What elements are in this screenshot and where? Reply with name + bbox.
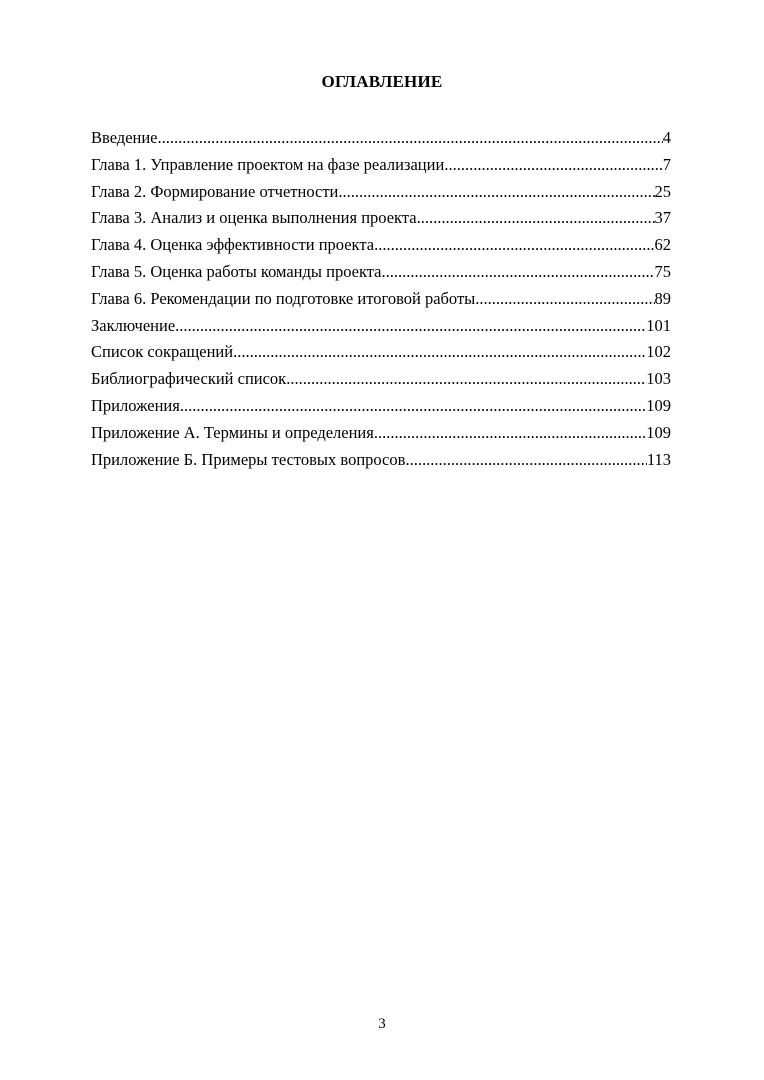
toc-entry[interactable] [91, 420, 671, 447]
toc-entry[interactable] [91, 447, 671, 474]
toc-entry-page: 113 [646, 449, 671, 469]
toc-entry-page: 7 [662, 154, 671, 174]
toc-entry[interactable] [91, 152, 671, 179]
toc-dot-leader [374, 232, 654, 259]
toc-entry-label: Введение [91, 128, 158, 147]
toc-list [91, 125, 671, 473]
toc-entry-page: 62 [654, 235, 671, 255]
toc-entry-page: 4 [662, 128, 671, 147]
toc-entry-page: 102 [646, 342, 671, 362]
toc-entry[interactable] [91, 339, 671, 366]
toc-entry-page: 25 [654, 181, 671, 201]
toc-entry-label: Глава 1. Управление проектом на фазе реализации [91, 154, 445, 174]
toc-entry[interactable] [91, 366, 671, 393]
toc-dot-leader [338, 179, 654, 206]
toc-entry-label: Глава 2. Формирование отчетности [91, 181, 339, 201]
toc-title: ОГЛАВЛЕНИЕ [321, 72, 443, 91]
toc-dot-leader [180, 393, 646, 420]
toc-entry-label: Приложения [91, 395, 180, 415]
toc-entry-label: Библиографический список [91, 369, 287, 389]
toc-dot-leader [475, 286, 654, 313]
toc-entry[interactable] [91, 179, 671, 206]
toc-entry-label: Заключение [91, 315, 176, 335]
toc-entry-label: Глава 4. Оценка эффективности проекта [91, 235, 375, 255]
toc-entry-label: Список сокращений [91, 342, 234, 362]
toc-dot-leader [417, 205, 655, 232]
toc-dot-leader [233, 339, 646, 366]
toc-entry-label: Глава 3. Анализ и оценка выполнения проекта [91, 208, 417, 228]
toc-entry-label: Приложение А. Термины и определения [91, 422, 374, 442]
toc-entry-page: 37 [654, 208, 671, 228]
toc-entry[interactable] [91, 259, 671, 286]
toc-entry-page: 109 [646, 395, 671, 415]
toc-entry[interactable] [91, 313, 671, 340]
page-number: 3 [378, 1016, 386, 1032]
toc-dot-leader [382, 259, 655, 286]
toc-dot-leader [158, 125, 663, 152]
toc-entry[interactable] [91, 232, 671, 259]
toc-entry-page: 101 [646, 315, 671, 335]
toc-dot-leader [175, 313, 646, 340]
toc-entry-label: Глава 5. Оценка работы команды проекта [91, 261, 382, 281]
toc-dot-leader [405, 447, 646, 474]
toc-dot-leader [286, 366, 646, 393]
toc-entry[interactable] [91, 286, 671, 313]
toc-dot-leader [374, 420, 646, 447]
toc-entry[interactable] [91, 205, 671, 232]
toc-entry-label: Приложение Б. Примеры тестовых вопросов [91, 449, 406, 469]
toc-entry[interactable] [91, 125, 671, 152]
toc-entry-label: Глава 6. Рекомендации по подготовке итоговой работы [91, 288, 476, 308]
toc-entry-page: 75 [654, 261, 671, 281]
toc-dot-leader [444, 152, 662, 179]
toc-entry-page: 109 [646, 422, 671, 442]
toc-entry[interactable] [91, 393, 671, 420]
toc-entry-page: 103 [646, 369, 671, 389]
toc-entry-page: 89 [654, 288, 671, 308]
